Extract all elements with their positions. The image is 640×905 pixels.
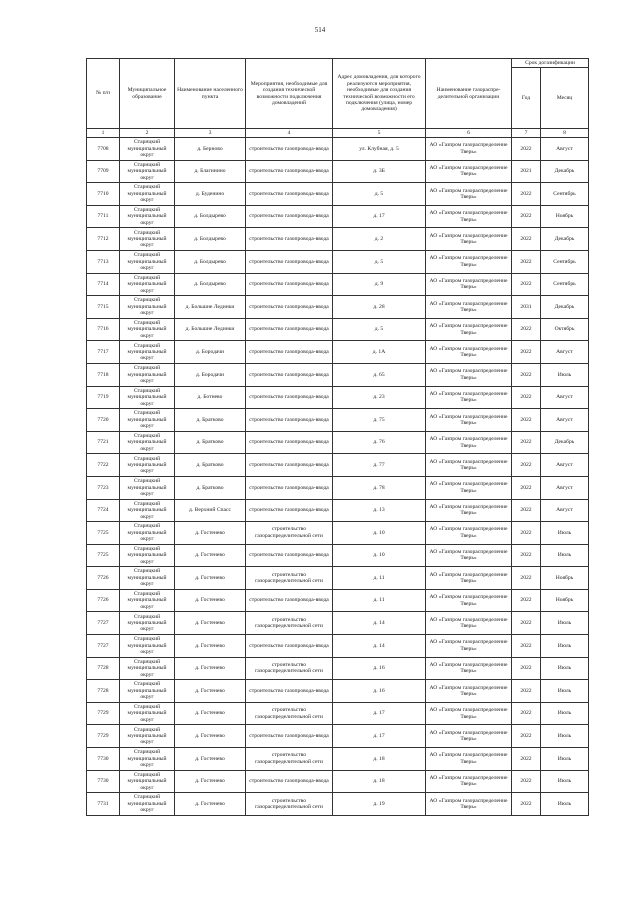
cell-settlement: д. Гостенево: [175, 635, 246, 658]
cell-number: 7710: [87, 183, 120, 206]
cell-year: 2022: [512, 522, 541, 545]
cell-measure: строительство газопровода-ввода: [246, 318, 333, 341]
cell-municipality: Старицкий муниципальный округ: [120, 341, 175, 364]
table-row: [87, 793, 589, 816]
cell-municipality: Старицкий муниципальный округ: [120, 522, 175, 545]
cell-settlement: д. Братково: [175, 409, 246, 432]
cell-municipality: Старицкий муниципальный округ: [120, 635, 175, 658]
cell-month: Июль: [541, 748, 589, 771]
cell-measure: строительство газораспределительной сети: [246, 657, 333, 680]
cell-gas-org: АО «Газпром газораспределение Тверь»: [426, 612, 512, 635]
cell-month: Июль: [541, 635, 589, 658]
cell-measure: строительство газораспределительной сети: [246, 522, 333, 545]
cell-year: 2022: [512, 702, 541, 725]
cell-number: 7730: [87, 748, 120, 771]
cell-settlement: д. Болдырево: [175, 205, 246, 228]
table-row: [87, 612, 589, 635]
cell-gas-org: АО «Газпром газораспределение Тверь»: [426, 409, 512, 432]
table-row: [87, 409, 589, 432]
cell-measure: строительство газопровода-ввода: [246, 273, 333, 296]
cell-number: 7728: [87, 657, 120, 680]
header-address: Адрес домовладения, для которого реализуются мероприятия, необходимые для создания технической возможности его подключения (улица, номер домовладения): [333, 59, 426, 129]
cell-month: Июль: [541, 770, 589, 793]
cell-settlement: д. Верхний Спасс: [175, 499, 246, 522]
cell-year: 2022: [512, 770, 541, 793]
cell-gas-org: АО «Газпром газораспределение Тверь»: [426, 341, 512, 364]
header-year: Год: [512, 68, 541, 129]
cell-number: 7717: [87, 341, 120, 364]
cell-month: Август: [541, 341, 589, 364]
cell-municipality: Старицкий муниципальный округ: [120, 476, 175, 499]
cell-year: 2022: [512, 748, 541, 771]
cell-municipality: Старицкий муниципальный округ: [120, 296, 175, 319]
cell-year: 2022: [512, 250, 541, 273]
cell-month: Август: [541, 454, 589, 477]
cell-number: 7728: [87, 680, 120, 703]
cell-measure: строительство газопровода-ввода: [246, 409, 333, 432]
cell-gas-org: АО «Газпром газораспределение Тверь»: [426, 680, 512, 703]
cell-address: д. 65: [333, 363, 426, 386]
cell-number: 7713: [87, 250, 120, 273]
cell-municipality: Старицкий муниципальный округ: [120, 612, 175, 635]
cell-gas-org: АО «Газпром газораспределение Тверь»: [426, 363, 512, 386]
cell-gas-org: АО «Газпром газораспределение Тверь»: [426, 273, 512, 296]
table-row: [87, 296, 589, 319]
table-row: [87, 748, 589, 771]
cell-address: д. 23: [333, 386, 426, 409]
cell-municipality: Старицкий муниципальный округ: [120, 499, 175, 522]
cell-settlement: д. Гостенево: [175, 589, 246, 612]
cell-year: 2022: [512, 138, 541, 161]
cell-year: 2022: [512, 635, 541, 658]
cell-settlement: д. Большие Лединки: [175, 296, 246, 319]
cell-number: 7726: [87, 567, 120, 590]
cell-month: Июль: [541, 522, 589, 545]
table-row: [87, 160, 589, 183]
cell-gas-org: АО «Газпром газораспределение Тверь»: [426, 725, 512, 748]
cell-settlement: д. Большие Лединки: [175, 318, 246, 341]
cell-settlement: д. Братково: [175, 454, 246, 477]
cell-gas-org: АО «Газпром газораспределение Тверь»: [426, 318, 512, 341]
cell-year: 2022: [512, 409, 541, 432]
cell-gas-org: АО «Газпром газораспределение Тверь»: [426, 386, 512, 409]
header-deadline: Срок догазификации: [512, 59, 589, 68]
table-row: [87, 522, 589, 545]
cell-gas-org: АО «Газпром газораспределение Тверь»: [426, 296, 512, 319]
table-row: [87, 363, 589, 386]
cell-settlement: д. Бородачи: [175, 341, 246, 364]
cell-address: д. 14: [333, 635, 426, 658]
cell-measure: строительство газопровода-ввода: [246, 725, 333, 748]
cell-municipality: Старицкий муниципальный округ: [120, 725, 175, 748]
cell-municipality: Старицкий муниципальный округ: [120, 567, 175, 590]
cell-number: 7721: [87, 431, 120, 454]
cell-gas-org: АО «Газпром газораспределение Тверь»: [426, 431, 512, 454]
cell-address: д. 2: [333, 228, 426, 251]
cell-settlement: д. Болдырево: [175, 273, 246, 296]
table-body: [87, 129, 589, 816]
cell-number: 7726: [87, 589, 120, 612]
cell-year: 2022: [512, 341, 541, 364]
cell-number: 7729: [87, 702, 120, 725]
cell-municipality: Старицкий муниципальный округ: [120, 657, 175, 680]
cell-gas-org: АО «Газпром газораспределение Тверь»: [426, 657, 512, 680]
cell-municipality: Старицкий муниципальный округ: [120, 589, 175, 612]
cell-number: 7712: [87, 228, 120, 251]
gasification-table: [86, 58, 589, 816]
cell-measure: строительство газопровода-ввода: [246, 296, 333, 319]
cell-address: д. 18: [333, 770, 426, 793]
cell-municipality: Старицкий муниципальный округ: [120, 250, 175, 273]
cell-measure: строительство газораспределительной сети: [246, 567, 333, 590]
header-municipality: Муниципальное образование: [120, 59, 175, 129]
cell-month: Декабрь: [541, 160, 589, 183]
cell-measure: строительство газопровода-ввода: [246, 454, 333, 477]
cell-number: 7716: [87, 318, 120, 341]
cell-number: 7719: [87, 386, 120, 409]
cell-settlement: д. Ботнево: [175, 386, 246, 409]
cell-number: 7727: [87, 612, 120, 635]
cell-year: 2022: [512, 318, 541, 341]
cell-gas-org: АО «Газпром газораспределение Тверь»: [426, 770, 512, 793]
cell-address: д. 11: [333, 567, 426, 590]
cell-address: д. 18: [333, 748, 426, 771]
cell-municipality: Старицкий муниципальный округ: [120, 138, 175, 161]
cell-month: Сентябрь: [541, 273, 589, 296]
cell-measure: строительство газопровода-ввода: [246, 341, 333, 364]
cell-municipality: Старицкий муниципальный округ: [120, 363, 175, 386]
cell-municipality: Старицкий муниципальный округ: [120, 680, 175, 703]
table-row: [87, 725, 589, 748]
cell-number: 7715: [87, 296, 120, 319]
cell-gas-org: АО «Газпром газораспределение Тверь»: [426, 250, 512, 273]
cell-municipality: Старицкий муниципальный округ: [120, 793, 175, 816]
cell-address: д. 17: [333, 725, 426, 748]
cell-measure: строительство газопровода-ввода: [246, 476, 333, 499]
cell-measure: строительство газопровода-ввода: [246, 363, 333, 386]
column-number: 1: [87, 129, 120, 138]
cell-address: д. 5: [333, 183, 426, 206]
cell-year: 2022: [512, 431, 541, 454]
cell-year: 2022: [512, 454, 541, 477]
cell-month: Август: [541, 386, 589, 409]
cell-number: 7709: [87, 160, 120, 183]
cell-measure: строительство газопровода-ввода: [246, 386, 333, 409]
cell-address: д. 11: [333, 589, 426, 612]
table-row: [87, 544, 589, 567]
cell-address: д. 1А: [333, 341, 426, 364]
cell-month: Август: [541, 499, 589, 522]
cell-measure: строительство газораспределительной сети: [246, 612, 333, 635]
cell-municipality: Старицкий муниципальный округ: [120, 160, 175, 183]
cell-address: д. 78: [333, 476, 426, 499]
table-row: [87, 183, 589, 206]
cell-measure: строительство газопровода-ввода: [246, 635, 333, 658]
cell-month: Август: [541, 476, 589, 499]
cell-gas-org: АО «Газпром газораспределение Тверь»: [426, 793, 512, 816]
column-number: 6: [426, 129, 512, 138]
cell-month: Ноябрь: [541, 205, 589, 228]
table-row: [87, 205, 589, 228]
cell-measure: строительство газораспределительной сети: [246, 748, 333, 771]
cell-year: 2022: [512, 476, 541, 499]
cell-year: 2022: [512, 544, 541, 567]
cell-settlement: д. Гостенево: [175, 657, 246, 680]
cell-year: 2022: [512, 205, 541, 228]
header-no: № п/п: [87, 59, 120, 129]
table-row: [87, 341, 589, 364]
cell-address: д. 17: [333, 205, 426, 228]
cell-month: Декабрь: [541, 431, 589, 454]
cell-address: д. 13: [333, 499, 426, 522]
cell-municipality: Старицкий муниципальный округ: [120, 273, 175, 296]
cell-settlement: д. Буденино: [175, 183, 246, 206]
cell-year: 2022: [512, 386, 541, 409]
cell-settlement: д. Берново: [175, 138, 246, 161]
cell-settlement: д. Гостенево: [175, 725, 246, 748]
page-number: 514: [314, 26, 326, 34]
cell-month: Ноябрь: [541, 589, 589, 612]
cell-year: 2021: [512, 160, 541, 183]
header-settlement: Наименование населенного пункта: [175, 59, 246, 129]
cell-municipality: Старицкий муниципальный округ: [120, 770, 175, 793]
cell-gas-org: АО «Газпром газораспределение Тверь»: [426, 138, 512, 161]
cell-gas-org: АО «Газпром газораспределение Тверь»: [426, 228, 512, 251]
cell-municipality: Старицкий муниципальный округ: [120, 702, 175, 725]
cell-settlement: д. Болдырево: [175, 250, 246, 273]
cell-address: д. 5: [333, 250, 426, 273]
cell-year: 2022: [512, 273, 541, 296]
column-number: 4: [246, 129, 333, 138]
cell-municipality: Старицкий муниципальный округ: [120, 386, 175, 409]
cell-number: 7729: [87, 725, 120, 748]
cell-month: Июль: [541, 544, 589, 567]
cell-municipality: Старицкий муниципальный округ: [120, 205, 175, 228]
cell-month: Сентябрь: [541, 250, 589, 273]
cell-settlement: д. Гостенево: [175, 522, 246, 545]
cell-year: 2022: [512, 499, 541, 522]
cell-month: Август: [541, 409, 589, 432]
cell-settlement: д. Гостенево: [175, 793, 246, 816]
cell-measure: строительство газопровода-ввода: [246, 770, 333, 793]
column-number: 8: [541, 129, 589, 138]
cell-gas-org: АО «Газпром газораспределение Тверь»: [426, 589, 512, 612]
cell-year: 2022: [512, 725, 541, 748]
cell-address: д. 3Б: [333, 160, 426, 183]
cell-month: Июль: [541, 657, 589, 680]
table-row: [87, 657, 589, 680]
cell-settlement: д. Гостенево: [175, 612, 246, 635]
table-header: [87, 59, 589, 129]
column-number: 7: [512, 129, 541, 138]
cell-gas-org: АО «Газпром газораспределение Тверь»: [426, 544, 512, 567]
cell-measure: строительство газопровода-ввода: [246, 205, 333, 228]
table-row: [87, 386, 589, 409]
header-month: Месяц: [541, 68, 589, 129]
column-numbers-row: [87, 129, 589, 138]
cell-gas-org: АО «Газпром газораспределение Тверь»: [426, 567, 512, 590]
cell-address: д. 16: [333, 657, 426, 680]
cell-gas-org: АО «Газпром газораспределение Тверь»: [426, 160, 512, 183]
cell-year: 2022: [512, 228, 541, 251]
cell-number: 7731: [87, 793, 120, 816]
cell-number: 7724: [87, 499, 120, 522]
table-row: [87, 250, 589, 273]
cell-number: 7711: [87, 205, 120, 228]
cell-settlement: д. Гостенево: [175, 702, 246, 725]
cell-number: 7730: [87, 770, 120, 793]
cell-address: д. 9: [333, 273, 426, 296]
table-row: [87, 431, 589, 454]
cell-address: д. 19: [333, 793, 426, 816]
cell-address: д. 77: [333, 454, 426, 477]
cell-number: 7718: [87, 363, 120, 386]
cell-gas-org: АО «Газпром газораспределение Тверь»: [426, 476, 512, 499]
cell-gas-org: АО «Газпром газораспределение Тверь»: [426, 635, 512, 658]
cell-address: д. 16: [333, 680, 426, 703]
header-gas-org: Наименование газораспре-делительной организации: [426, 59, 512, 129]
cell-number: 7725: [87, 544, 120, 567]
cell-settlement: д. Гостенево: [175, 567, 246, 590]
table-row: [87, 567, 589, 590]
column-number: 2: [120, 129, 175, 138]
cell-gas-org: АО «Газпром газораспределение Тверь»: [426, 183, 512, 206]
cell-municipality: Старицкий муниципальный округ: [120, 409, 175, 432]
cell-measure: строительство газопровода-ввода: [246, 431, 333, 454]
cell-measure: строительство газопровода-ввода: [246, 160, 333, 183]
cell-settlement: д. Гостенево: [175, 544, 246, 567]
cell-measure: строительство газопровода-ввода: [246, 250, 333, 273]
cell-address: д. 10: [333, 522, 426, 545]
cell-measure: строительство газопровода-ввода: [246, 499, 333, 522]
cell-year: 2022: [512, 793, 541, 816]
cell-address: д. 10: [333, 544, 426, 567]
cell-month: Октябрь: [541, 318, 589, 341]
cell-month: Сентябрь: [541, 183, 589, 206]
cell-settlement: д. Братково: [175, 431, 246, 454]
cell-gas-org: АО «Газпром газораспределение Тверь»: [426, 454, 512, 477]
cell-year: 2022: [512, 657, 541, 680]
table-row: [87, 770, 589, 793]
table-row: [87, 454, 589, 477]
cell-number: 7727: [87, 635, 120, 658]
table-row: [87, 476, 589, 499]
cell-year: 2022: [512, 589, 541, 612]
cell-month: Август: [541, 138, 589, 161]
table-row: [87, 273, 589, 296]
cell-settlement: д. Болдырево: [175, 228, 246, 251]
cell-municipality: Старицкий муниципальный округ: [120, 544, 175, 567]
cell-settlement: д. Гостенево: [175, 770, 246, 793]
cell-address: д. 75: [333, 409, 426, 432]
cell-measure: строительство газопровода-ввода: [246, 228, 333, 251]
cell-gas-org: АО «Газпром газораспределение Тверь»: [426, 499, 512, 522]
column-number: 3: [175, 129, 246, 138]
cell-measure: строительство газопровода-ввода: [246, 183, 333, 206]
cell-measure: строительство газораспределительной сети: [246, 793, 333, 816]
cell-measure: строительство газопровода-ввода: [246, 544, 333, 567]
cell-measure: строительство газопровода-ввода: [246, 138, 333, 161]
cell-year: 2022: [512, 183, 541, 206]
cell-number: 7723: [87, 476, 120, 499]
cell-year: 2022: [512, 363, 541, 386]
cell-settlement: д. Братково: [175, 476, 246, 499]
cell-month: Декабрь: [541, 228, 589, 251]
cell-number: 7720: [87, 409, 120, 432]
cell-address: д. 17: [333, 702, 426, 725]
cell-settlement: д. Гостенево: [175, 680, 246, 703]
cell-month: Июль: [541, 793, 589, 816]
cell-month: Декабрь: [541, 296, 589, 319]
cell-number: 7725: [87, 522, 120, 545]
cell-gas-org: АО «Газпром газораспределение Тверь»: [426, 702, 512, 725]
cell-month: Июль: [541, 702, 589, 725]
cell-gas-org: АО «Газпром газораспределение Тверь»: [426, 748, 512, 771]
cell-month: Июль: [541, 612, 589, 635]
cell-measure: строительство газопровода-ввода: [246, 589, 333, 612]
cell-gas-org: АО «Газпром газораспределение Тверь»: [426, 205, 512, 228]
table-row: [87, 589, 589, 612]
cell-number: 7722: [87, 454, 120, 477]
cell-municipality: Старицкий муниципальный округ: [120, 228, 175, 251]
cell-measure: строительство газопровода-ввода: [246, 680, 333, 703]
table-row: [87, 702, 589, 725]
cell-month: Июль: [541, 725, 589, 748]
cell-number: 7708: [87, 138, 120, 161]
cell-address: д. 76: [333, 431, 426, 454]
cell-address: д. 5: [333, 318, 426, 341]
cell-municipality: Старицкий муниципальный округ: [120, 431, 175, 454]
cell-municipality: Старицкий муниципальный округ: [120, 454, 175, 477]
cell-number: 7714: [87, 273, 120, 296]
cell-address: д. 14: [333, 612, 426, 635]
header-measures: Мероприятия, необходимые для создания технической возможности подключения домовладений: [246, 59, 333, 129]
cell-municipality: Старицкий муниципальный округ: [120, 748, 175, 771]
cell-address: д. 28: [333, 296, 426, 319]
cell-year: 2022: [512, 612, 541, 635]
cell-municipality: Старицкий муниципальный округ: [120, 183, 175, 206]
cell-month: Июль: [541, 680, 589, 703]
cell-gas-org: АО «Газпром газораспределение Тверь»: [426, 522, 512, 545]
cell-settlement: д. Благинино: [175, 160, 246, 183]
cell-year: 2031: [512, 296, 541, 319]
table-row: [87, 680, 589, 703]
cell-municipality: Старицкий муниципальный округ: [120, 318, 175, 341]
cell-year: 2022: [512, 680, 541, 703]
cell-address: ул. Клубная, д. 5: [333, 138, 426, 161]
table-row: [87, 635, 589, 658]
cell-measure: строительство газораспределительной сети: [246, 702, 333, 725]
table-row: [87, 318, 589, 341]
table-row: [87, 228, 589, 251]
cell-month: Ноябрь: [541, 567, 589, 590]
cell-year: 2022: [512, 567, 541, 590]
table-row: [87, 499, 589, 522]
table-row: [87, 138, 589, 161]
cell-settlement: д. Гостенево: [175, 748, 246, 771]
cell-settlement: д. Бородачи: [175, 363, 246, 386]
column-number: 5: [333, 129, 426, 138]
cell-month: Июль: [541, 363, 589, 386]
